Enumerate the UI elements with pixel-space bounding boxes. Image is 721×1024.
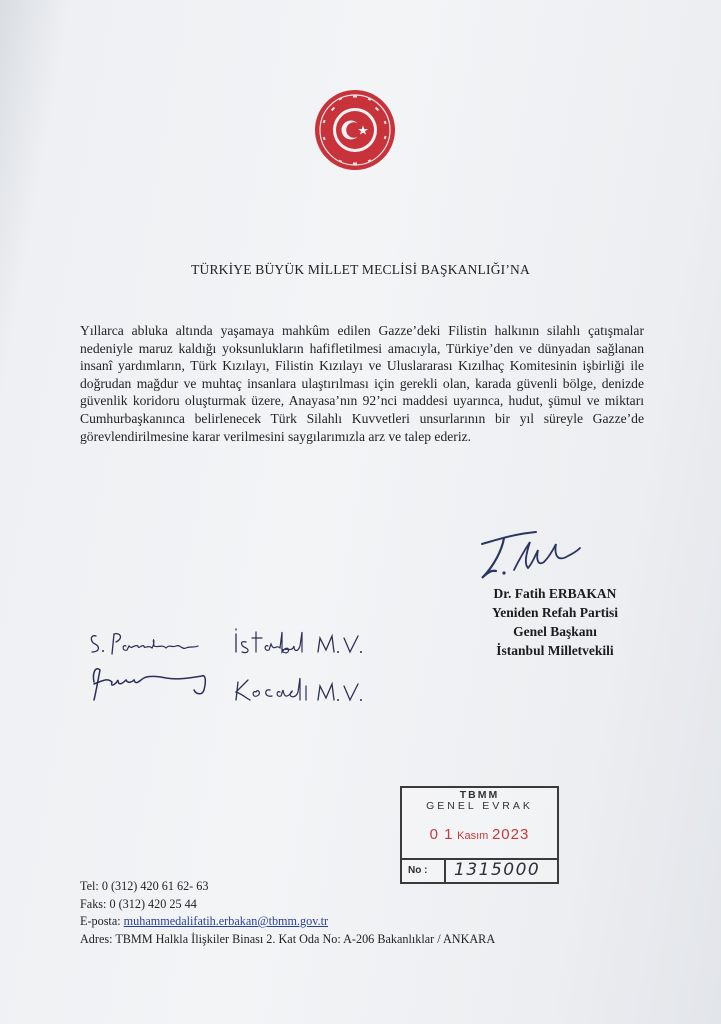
author-block	[440, 584, 670, 660]
contact-email-row	[80, 913, 495, 931]
stamp-date-day: 0 1	[429, 826, 454, 843]
author-signature	[474, 526, 584, 588]
contact-fax: Faks: 0 (312) 420 25 44	[80, 896, 197, 911]
stamp-no-label: No :	[408, 865, 428, 876]
author-party: Yeniden Refah Partisi	[492, 605, 618, 620]
stamp-date-month: Kasım	[457, 830, 489, 842]
stamp-org: TBMM	[459, 789, 500, 801]
contact-address: Adres: TBMM Halkla İlişkiler Binası 2. Kat Oda No: A-206 Bakanlıklar / ANKARA	[80, 931, 496, 946]
author-constituency: İstanbul Milletvekili	[496, 643, 614, 658]
stamp-number: 1315000	[454, 860, 541, 880]
stamp-header	[402, 790, 557, 812]
contact-tel: Tel: 0 (312) 420 61 62- 63	[80, 879, 209, 893]
author-role: Genel Başkanı	[513, 624, 597, 639]
stamp-office: GENEL EVRAK	[426, 800, 533, 812]
contact-email-link[interactable]: muhammedalifatih.erbakan@tbmm.gov.tr	[123, 914, 329, 928]
stamp-date	[402, 826, 557, 843]
registry-stamp	[400, 786, 559, 884]
petition-body: Yıllarca abluka altında yaşamaya mahkûm edilen Gazze’deki Filistin halkının silahlı çatışmalar nedeniyle maruz kaldığı yoksunlukların hafifletilmesi amacıyla, Türkiye’den ve dünyadan sağlanan insanî yardımların, Türk Kızılayı, Filistin Kızılayı ve Uluslararası Kızılhaç Komitesinin işbirliği ile doğrudan mağdur ve muhtaç insanlara ulaştırılması için gerekli olan, karada güvenli bölge, denizde güvenlik koridoru oluşturmak üzere, Anayasa’nın 92’nci maddesi uyarınca, hudut, şümul ve miktarı Cumhurbaşkanınca belirlenecek Türk Silahlı Kuvvetleri unsurlarının bir yıl süreyle Gazze’de görevlendirilmesine karar verilmesini saygılarımızla arz ve talep ederiz.	[80, 323, 644, 444]
tbmm-seal-logo	[313, 88, 397, 172]
author-name: Dr. Fatih ERBAKAN	[493, 586, 617, 601]
contact-email-label: E-posta:	[80, 914, 124, 928]
contact-info	[80, 878, 495, 948]
handwritten-cosignatures	[86, 622, 376, 712]
stamp-date-year: 2023	[491, 826, 530, 843]
document-heading: TÜRKİYE BÜYÜK MİLLET MECLİSİ BAŞKANLIĞI’NA	[191, 262, 530, 277]
